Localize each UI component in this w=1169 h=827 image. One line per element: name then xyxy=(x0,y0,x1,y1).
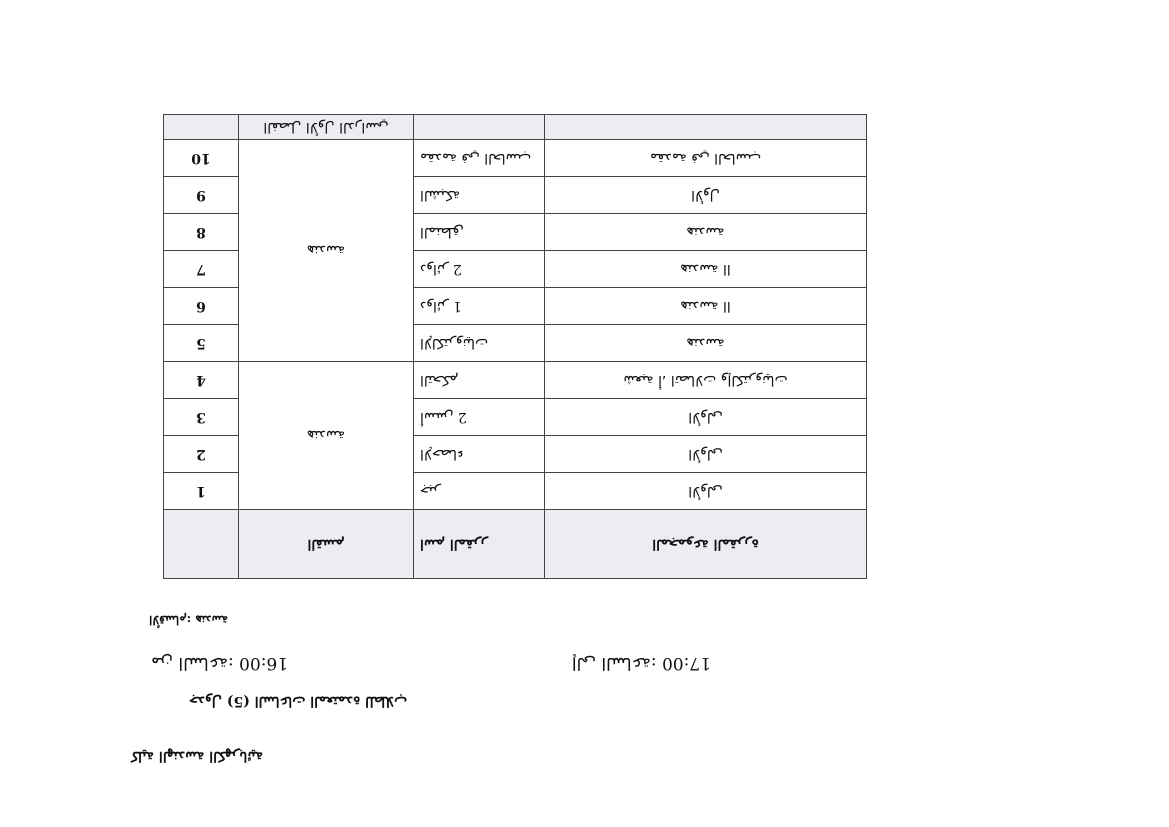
table-row xyxy=(164,473,867,510)
course-cell: أسس 2 xyxy=(414,399,545,436)
course-cell: الإحصاء xyxy=(414,436,545,473)
header-number xyxy=(164,510,239,579)
group-cell: الأولى xyxy=(545,473,867,510)
table-header-row xyxy=(164,510,867,579)
group-cell: الأولى xyxy=(545,399,867,436)
row-number: 7 xyxy=(164,251,239,288)
footer-label: الفصل الأول الدراسي xyxy=(239,115,414,140)
row-number: 2 xyxy=(164,436,239,473)
row-number: 5 xyxy=(164,325,239,362)
course-cell: دوائر 2 xyxy=(414,251,545,288)
footer-cell-empty xyxy=(414,115,545,140)
group-cell: هندسة اا xyxy=(545,288,867,325)
course-cell: التحكم xyxy=(414,362,545,399)
time-row xyxy=(151,649,711,673)
table-footer-row xyxy=(164,115,867,140)
group-cell: الأول xyxy=(545,177,867,214)
table-row xyxy=(164,325,867,362)
row-number: 8 xyxy=(164,214,239,251)
footer-cell-empty xyxy=(545,115,867,140)
row-number: 6 xyxy=(164,288,239,325)
course-cell: المنطق xyxy=(414,214,545,251)
course-cell: دوائر 1 xyxy=(414,288,545,325)
group-cell: مقدمة في الحاسب xyxy=(545,140,867,177)
department-cell: هندسة xyxy=(239,362,414,510)
header-course: اسم المقرر xyxy=(414,510,545,579)
group-cell: هندسة اا xyxy=(545,251,867,288)
group-cell: شعبة أ، اتصالات وإلكترونيات xyxy=(545,362,867,399)
row-number: 1 xyxy=(164,473,239,510)
row-number: 10 xyxy=(164,140,239,177)
schedule-table xyxy=(163,114,867,579)
document-title: كلية الهندسة الكهربائية xyxy=(131,748,264,764)
header-group: المجموعة المقررة xyxy=(545,510,867,579)
time-from: من الساعة: 16:00 xyxy=(151,653,289,673)
sheet-title: الأقسام: هندسة xyxy=(149,613,229,627)
course-cell: الشبكة xyxy=(414,177,545,214)
row-number: 9 xyxy=(164,177,239,214)
course-cell: مقدمة في الحاسب xyxy=(414,140,545,177)
row-number: 4 xyxy=(164,362,239,399)
group-cell: هندسة xyxy=(545,214,867,251)
department-cell: هندسة xyxy=(239,140,414,362)
course-cell: الإلكترونيات xyxy=(414,325,545,362)
course-cell: جبر xyxy=(414,473,545,510)
group-cell: هندسة xyxy=(545,325,867,362)
header-department: القسم xyxy=(239,510,414,579)
group-cell: الأولى xyxy=(545,436,867,473)
document-note: جدول (5) الساعات المعتمدة للطلاب xyxy=(189,693,408,709)
time-to: إلى الساعة: 17:00 xyxy=(571,653,711,673)
footer-cell-empty xyxy=(164,115,239,140)
row-number: 3 xyxy=(164,399,239,436)
